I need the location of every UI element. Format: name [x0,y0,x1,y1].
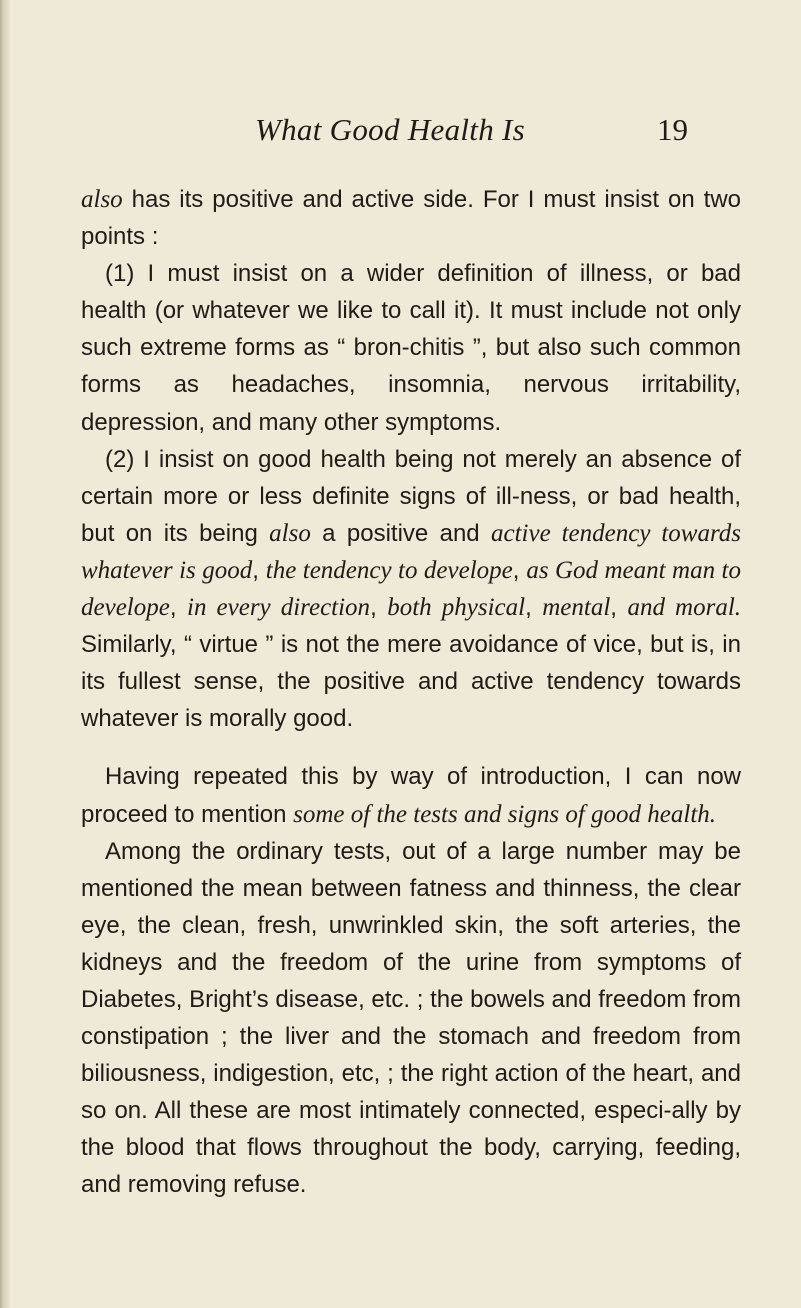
emphasis-also: also [269,519,311,547]
page-number: 19 [657,112,688,147]
paragraph-3 [81,441,741,738]
text-run: , [512,556,527,584]
emphasis-text: in every direction [187,594,371,622]
text-run: Among the ordinary tests, out of a large number may be mentioned the mean between fatness and thinness, the clear eye, the clean, fresh, unwrinkled skin, the soft arteries, the kidneys and the freedom of the urine from symptoms of Diabetes, Bright’s disease, etc. ; the bowels and freedom from constipation ; the liver and the stomach and freedom from biliousness, indigestion, etc, ; the right action of the heart, and so on. All these are most intimately connected, especi-ally by the blood that flows throughout the body, carrying, feeding, and removing refuse. [81,837,741,1199]
body-text [81,181,741,1204]
paragraph-1 [81,181,741,255]
text-run: , [169,594,188,622]
emphasis-text: the tendency to develope [265,556,513,584]
emphasis-text: and moral. [627,594,742,622]
text-run: (2) I insist on good health being not merely an absence of certain more or less definite signs of ill-ness, or bad health, but on its being [81,445,741,547]
emphasis-text: as God meant man to develope [81,556,741,622]
emphasis-also: also [81,186,123,213]
text-run: has its positive and active side. For I must insist on two points : [81,186,741,251]
text-run: , [525,594,543,622]
text-run: , [252,556,266,584]
text-run: (1) I must insist on a wider definition of illness, or bad health (or whatever we like to call it). It must include not only such extreme forms as “ bron-chitis ”, but also such common forms as headaches, insomnia, nervous irritability, depression, and many other symptoms. [81,260,741,436]
text-run: Similarly, “ virtue ” is not the mere avoidance of vice, but is, in its fullest sense, the positive and active tendency towards whatever is morally good. [81,631,741,733]
page-header [0,112,801,152]
text-run: Having repeated this by way of introduction, I can now proceed to mention [81,763,741,828]
emphasis-text: active tendency towards whatever is good [81,519,741,584]
emphasis-text: both physical [387,594,526,622]
text-run: a positive and [310,519,491,547]
emphasis-text: mental [542,594,611,622]
text-run: , [370,594,388,622]
emphasis-text: some of the tests and signs of good health. [293,800,717,828]
paragraph-2 [81,255,741,440]
paragraph-5 [81,833,741,1204]
paragraph-4 [81,758,741,832]
page-edge-shadow [0,0,10,1308]
text-run: , [610,594,628,622]
running-title: What Good Health Is [255,112,526,147]
